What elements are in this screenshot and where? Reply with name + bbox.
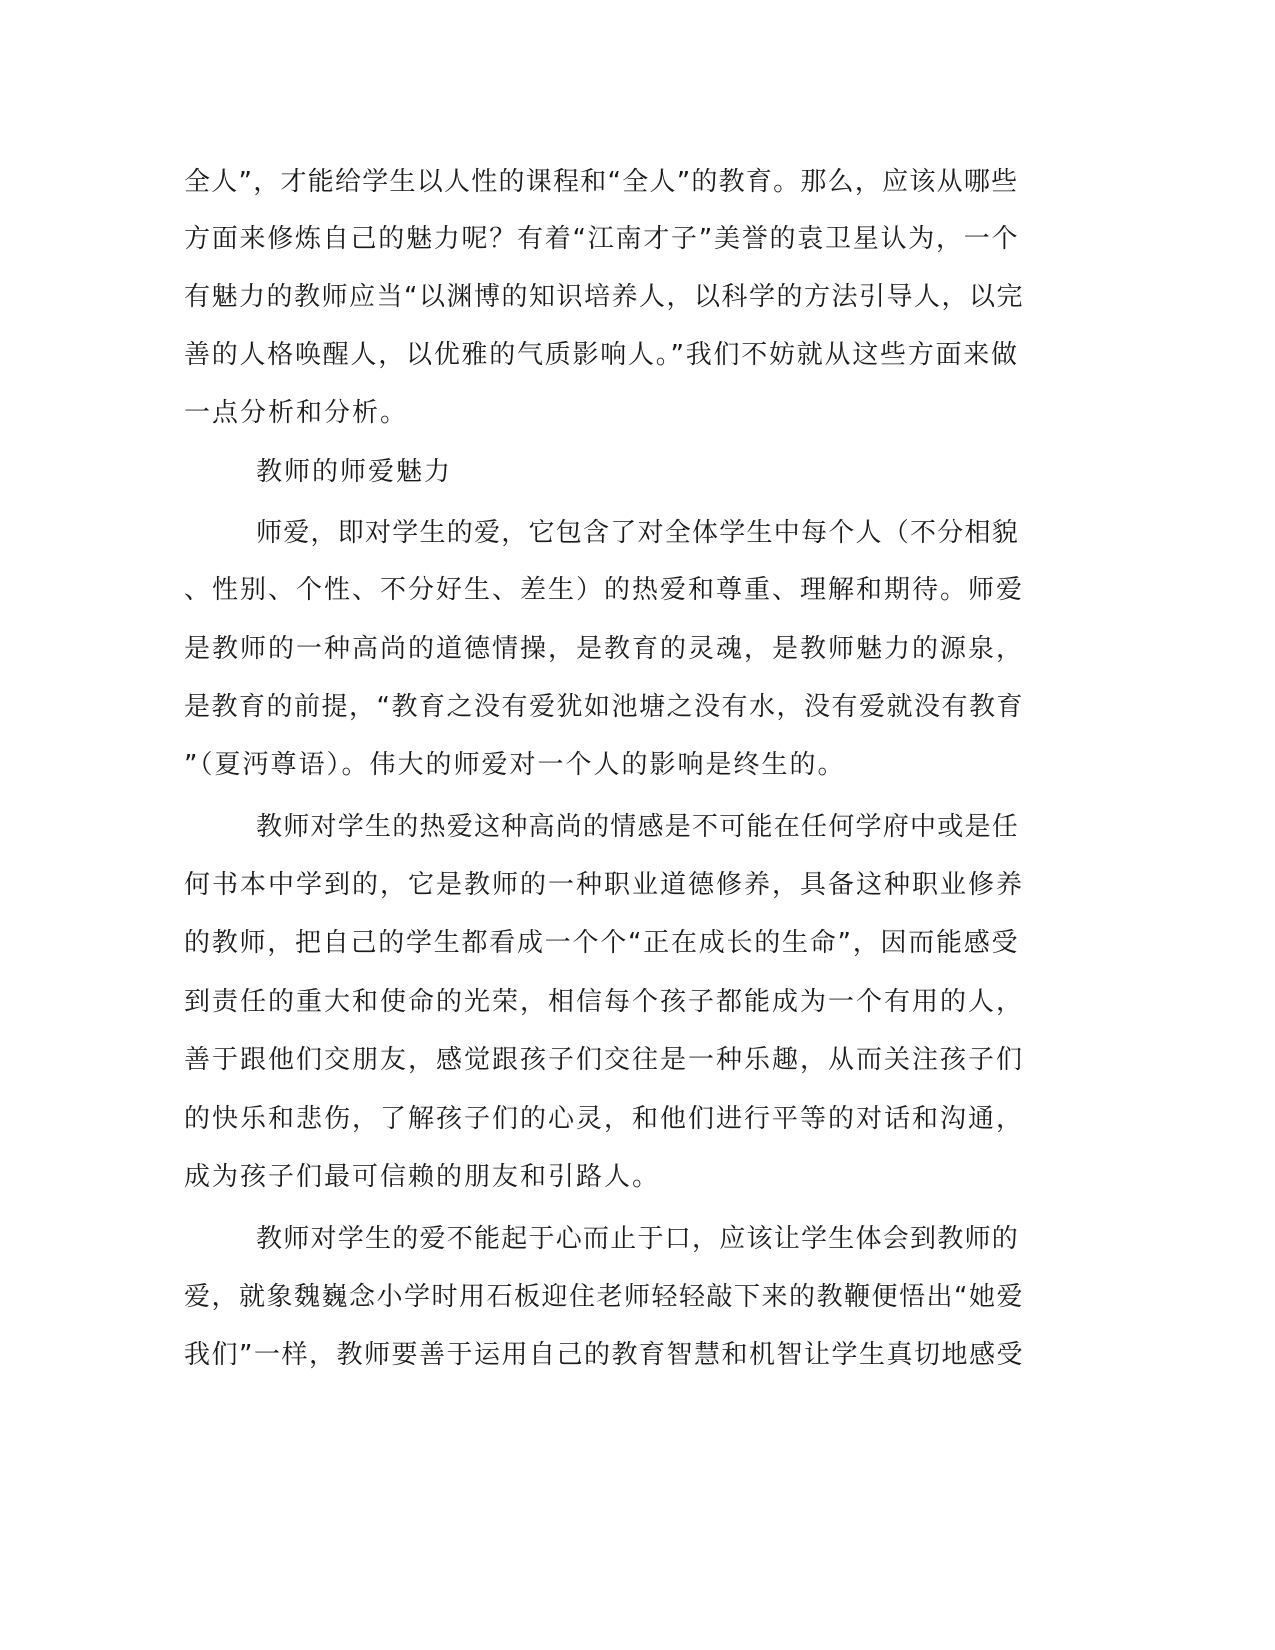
- text-line: 全人”，才能给学生以人性的课程和“全人”的教育。那么，应该从哪些: [184, 167, 1019, 197]
- text-line: 一点分析和分析。: [184, 398, 409, 428]
- text-line: 成为孩子们最可信赖的朋友和引路人。: [184, 1162, 661, 1192]
- text-line: 善的人格唤醒人，以优雅的气质影响人。”我们不妨就从这些方面来做: [184, 340, 1019, 370]
- text-line: 何书本中学到的，它是教师的一种职业道德修养，具备这种职业修养: [184, 870, 1025, 900]
- text-line: 教师对学生的热爱这种高尚的情感是不可能在任何学府中或是任: [256, 812, 1020, 842]
- text-line: ”（夏沔尊语）。伟大的师爱对一个人的影响是终生的。: [184, 750, 846, 780]
- text-line: 教师对学生的爱不能起于心而止于口，应该让学生体会到教师的: [256, 1224, 1020, 1254]
- text-line: 到责任的重大和使命的光荣，相信每个孩子都能成为一个有用的人，: [184, 987, 1025, 1017]
- text-line: 、性别、个性、不分好生、差生）的热爱和尊重、理解和期待。师爱: [184, 575, 1025, 605]
- text-line: 我们”一样，教师要善于运用自己的教育智慧和机智让学生真切地感受: [184, 1340, 1024, 1370]
- text-line: 是教师的一种高尚的道德情操，是教育的灵魂，是教师魅力的源泉，: [184, 634, 1025, 664]
- text-line: 的教师，把自己的学生都看成一个个“正在成长的生命”，因而能感受: [184, 928, 1020, 958]
- section-heading: 教师的师爱魅力: [256, 457, 453, 487]
- text-line: 是教育的前提，“教育之没有爱犹如池塘之没有水，没有爱就没有教育: [184, 692, 1024, 722]
- text-line: 善于跟他们交朋友，感觉跟孩子们交往是一种乐趣，从而关注孩子们: [184, 1045, 1025, 1075]
- text-line: 师爱，即对学生的爱，它包含了对全体学生中每个人（不分相貌: [256, 518, 1020, 548]
- text-line: 方面来修炼自己的魅力呢？有着“江南才子”美誉的袁卫星认为，一个: [184, 224, 1020, 254]
- text-line: 有魅力的教师应当“以渊博的知识培养人，以科学的方法引导人，以完: [184, 282, 1024, 312]
- text-line: 的快乐和悲伤，了解孩子们的心灵，和他们进行平等的对话和沟通，: [184, 1104, 1025, 1134]
- text-line: 爱，就象魏巍念小学时用石板迎住老师轻轻敲下来的教鞭便悟出“她爱: [184, 1282, 1024, 1312]
